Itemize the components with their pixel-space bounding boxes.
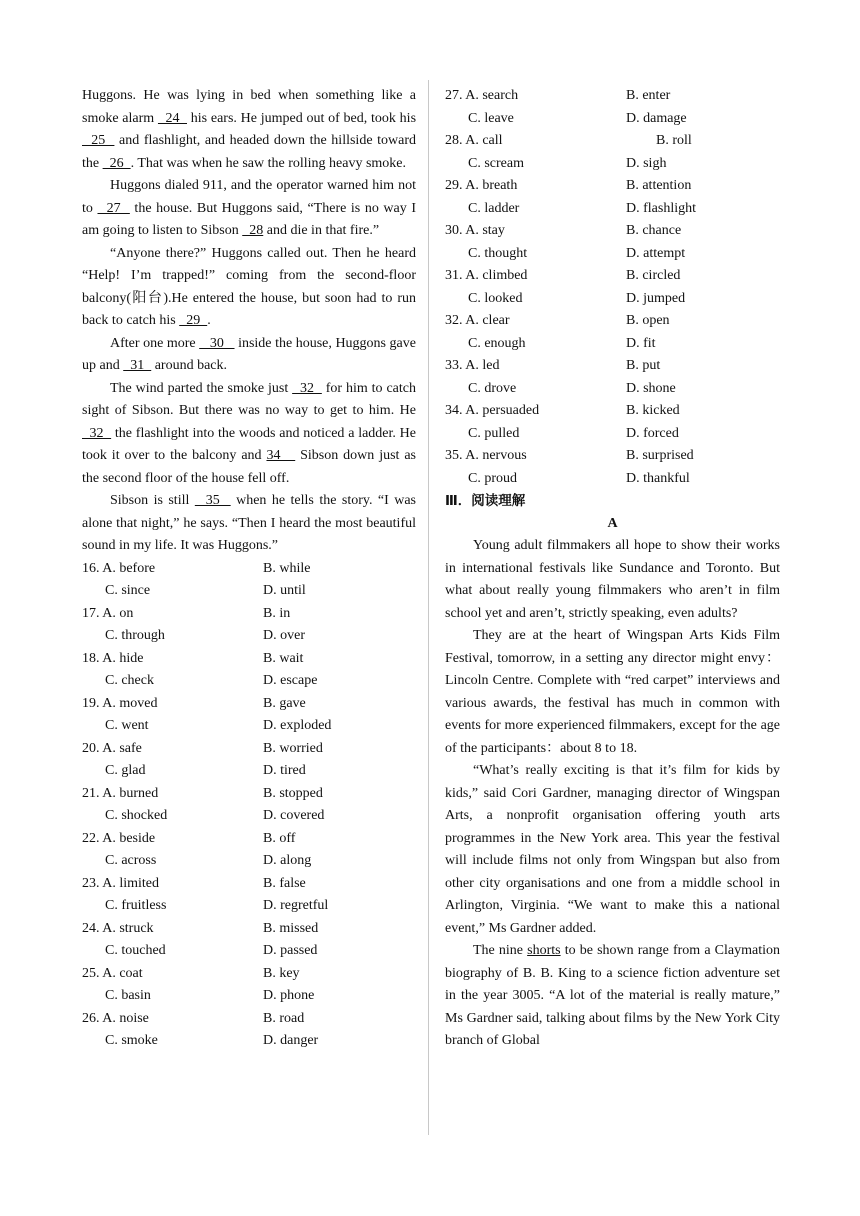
option-d: D. sigh [626,155,667,171]
reading-paragraph-1: Young adult filmmakers all hope to show their works in international festivals like Sundance and Toronto. But what about really young filmmakers who aren’t in film school yet and aren’t, strictly speaking, even adults? [445,538,780,621]
option-c: C. since [105,583,151,598]
question-item [445,400,780,445]
option-d: D. exploded [263,718,332,733]
option-c: C. fruitless [105,898,167,913]
option-b: B. key [263,965,300,981]
option-d: D. jumped [626,290,686,306]
blank-31: 31 [123,358,152,373]
blank-34: 34 [266,448,296,463]
option-d: D. flashlight [626,200,696,216]
option-a: 28. A. call [445,133,503,148]
question-item [445,130,780,175]
option-d: D. covered [263,808,325,823]
option-c: C. basin [105,988,151,1003]
option-b: B. attention [626,178,692,193]
option-c: C. touched [105,943,166,958]
option-b: B. in [263,605,291,621]
option-d: D. fit [626,335,656,351]
option-b: B. false [263,875,306,891]
option-c: C. looked [468,290,523,306]
option-a: 29. A. breath [445,178,518,193]
option-b: B. chance [626,223,682,238]
blank-24: 24 [157,110,187,126]
option-a: 19. A. moved [82,695,158,711]
question-item [82,783,416,828]
option-c: C. drove [468,380,517,396]
option-a: 30. A. stay [445,223,505,238]
option-b: B. road [263,1010,305,1026]
option-b: B. worried [263,740,323,756]
underlined-word: shorts [527,943,561,958]
question-item [82,963,416,1008]
option-a: 17. A. on [82,605,134,621]
option-c: C. check [105,673,154,688]
option-d: D. damage [626,110,687,126]
blank-32: 32 [292,380,322,396]
question-list-left [82,558,416,1053]
blank-28: 28 [242,223,264,238]
question-item [445,310,780,355]
reading-paragraph-2: They are at the heart of Wingspan Arts Kids Film Festival, tomorrow, in a setting any director might envy： Lincoln Centre. Complete with “red carpet” interviews and various awards, the festival has much in common with events for more experienced filmmakers, except for the age of the participants：about 8 to 18. [445,628,780,756]
question-item [82,873,416,918]
option-a: 25. A. coat [82,965,143,981]
question-item [82,828,416,873]
option-c: C. went [105,718,149,733]
question-item [445,355,780,400]
option-d: D. thankful [626,470,690,486]
option-d: D. danger [263,1033,319,1048]
option-c: C. thought [468,245,528,261]
option-a: 31. A. climbed [445,268,528,283]
option-c: C. glad [105,763,146,778]
blank-25: 25 [82,133,115,148]
question-item [445,265,780,310]
passage-paragraph-5: The wind parted the smoke just 32 for him to catch sight of Sibson. But there was no way to get to him. He 32 the flashlight into the woods and noticed a ladder. He took it over to the balcony and 34 Sibson down just as the second floor of the house fell off. [82,380,417,486]
question-item [445,85,780,130]
option-a: 16. A. before [82,560,156,576]
option-c: C. smoke [105,1033,158,1048]
passage-paragraph-4: After one more 30 inside the house, Huggons gave up and 31 around back. [82,335,416,373]
option-b: B. circled [626,268,681,283]
option-b: B. enter [626,88,671,103]
option-a: 21. A. burned [82,785,159,801]
option-d: D. phone [263,988,315,1003]
blank-29: 29 [179,313,208,328]
option-c: C. shocked [105,808,168,823]
option-c: C. pulled [468,425,520,441]
blank-33: 32 [82,425,112,441]
option-a: 32. A. clear [445,313,510,328]
option-d: D. regretful [263,898,329,913]
blank-30: 30 [199,335,235,351]
option-d: D. forced [626,425,679,441]
option-b: B. gave [263,695,306,711]
passage-paragraph-1: Huggons. He was lying in bed when something like a smoke alarm 24 his ears. He jumped out of bed, took his 25 and flashlight, and headed down the hillside toward the 26 . That was when he saw the rolling heavy smoke. [82,88,417,171]
question-item [82,603,416,648]
passage-paragraph-6: Sibson is still 35 when he tells the story. “I was alone that night,” he says. “Then I heard the most beautiful sound in my life. It was Huggons.” [82,493,417,553]
option-c: C. through [105,628,165,643]
reading-paragraph-4: The nine shorts to be shown range from a Claymation biography of B. B. King to a science fiction adventure set in the year 3005. “A lot of the material is really mature,” Ms Gardner said, talking about films by the New York City branch of Global [445,943,780,1048]
question-item [445,175,780,220]
question-item [445,445,780,490]
question-item [445,220,780,265]
option-a: 20. A. safe [82,740,142,756]
question-item [82,738,416,783]
reading-paragraph-3: “What’s really exciting is that it’s film for kids by kids,” said Cori Gardner, managing director of Wingspan Arts, a nonprofit organisation offering youth arts programmes in the New York area. This year the festival will include films not only from Wingspan but also from other city organisations and one from a middle school in Arlington, Virginia. “We want to make this a national event,” Ms Gardner added. [445,763,780,936]
option-d: D. over [263,628,305,643]
option-c: C. across [105,853,157,868]
option-b: B. put [626,358,661,373]
option-c: C. enough [468,335,526,351]
option-b: B. off [263,830,296,846]
option-d: D. along [263,853,312,868]
option-a: 22. A. beside [82,830,156,846]
option-d: D. attempt [626,245,686,261]
option-b: B. wait [263,650,304,666]
passage-paragraph-3: “Anyone there?” Huggons called out. Then he heard “Help! I’m trapped!” coming from the second-floor balcony(阳台).He entered the house, but soon had to run back to catch his 29 . [82,245,416,328]
passage-label: A [607,515,618,531]
option-a: 35. A. nervous [445,448,527,463]
option-b: B. roll [656,133,692,148]
question-list-right [445,85,780,490]
option-b: B. kicked [626,403,680,418]
option-d: D. until [263,583,306,598]
option-a: 18. A. hide [82,650,144,666]
option-c: C. proud [468,470,517,486]
right-column [445,85,780,1053]
blank-26: 26 [102,155,131,171]
question-item [82,693,416,738]
option-a: 23. A. limited [82,875,159,891]
option-b: B. surprised [626,448,694,463]
blank-35: 35 [194,493,231,508]
option-d: D. passed [263,943,318,958]
question-item [82,648,416,693]
option-b: B. stopped [263,785,323,801]
option-a: 27. A. search [445,88,519,103]
option-a: 24. A. struck [82,920,154,936]
option-b: B. while [263,560,311,576]
question-item [82,558,416,603]
option-c: C. ladder [468,200,520,216]
option-b: B. open [626,313,670,328]
option-d: D. shone [626,380,676,396]
left-column [82,85,416,1053]
option-c: C. leave [468,110,514,126]
option-d: D. tired [263,763,306,778]
passage-paragraph-2: Huggons dialed 911, and the operator warned him not to 27 the house. But Huggons said, “There is no way I am going to listen to Sibson 28 and die in that fire.” [82,178,417,238]
column-divider [428,80,429,1135]
option-a: 26. A. noise [82,1010,149,1026]
option-a: 34. A. persuaded [445,403,540,418]
question-item [82,918,416,963]
option-b: B. missed [263,920,319,936]
blank-27: 27 [97,200,130,216]
question-item [82,1008,416,1053]
option-d: D. escape [263,673,318,688]
section-heading: Ⅲ．阅读理解 [445,493,526,509]
option-c: C. scream [468,155,524,171]
option-a: 33. A. led [445,358,500,373]
